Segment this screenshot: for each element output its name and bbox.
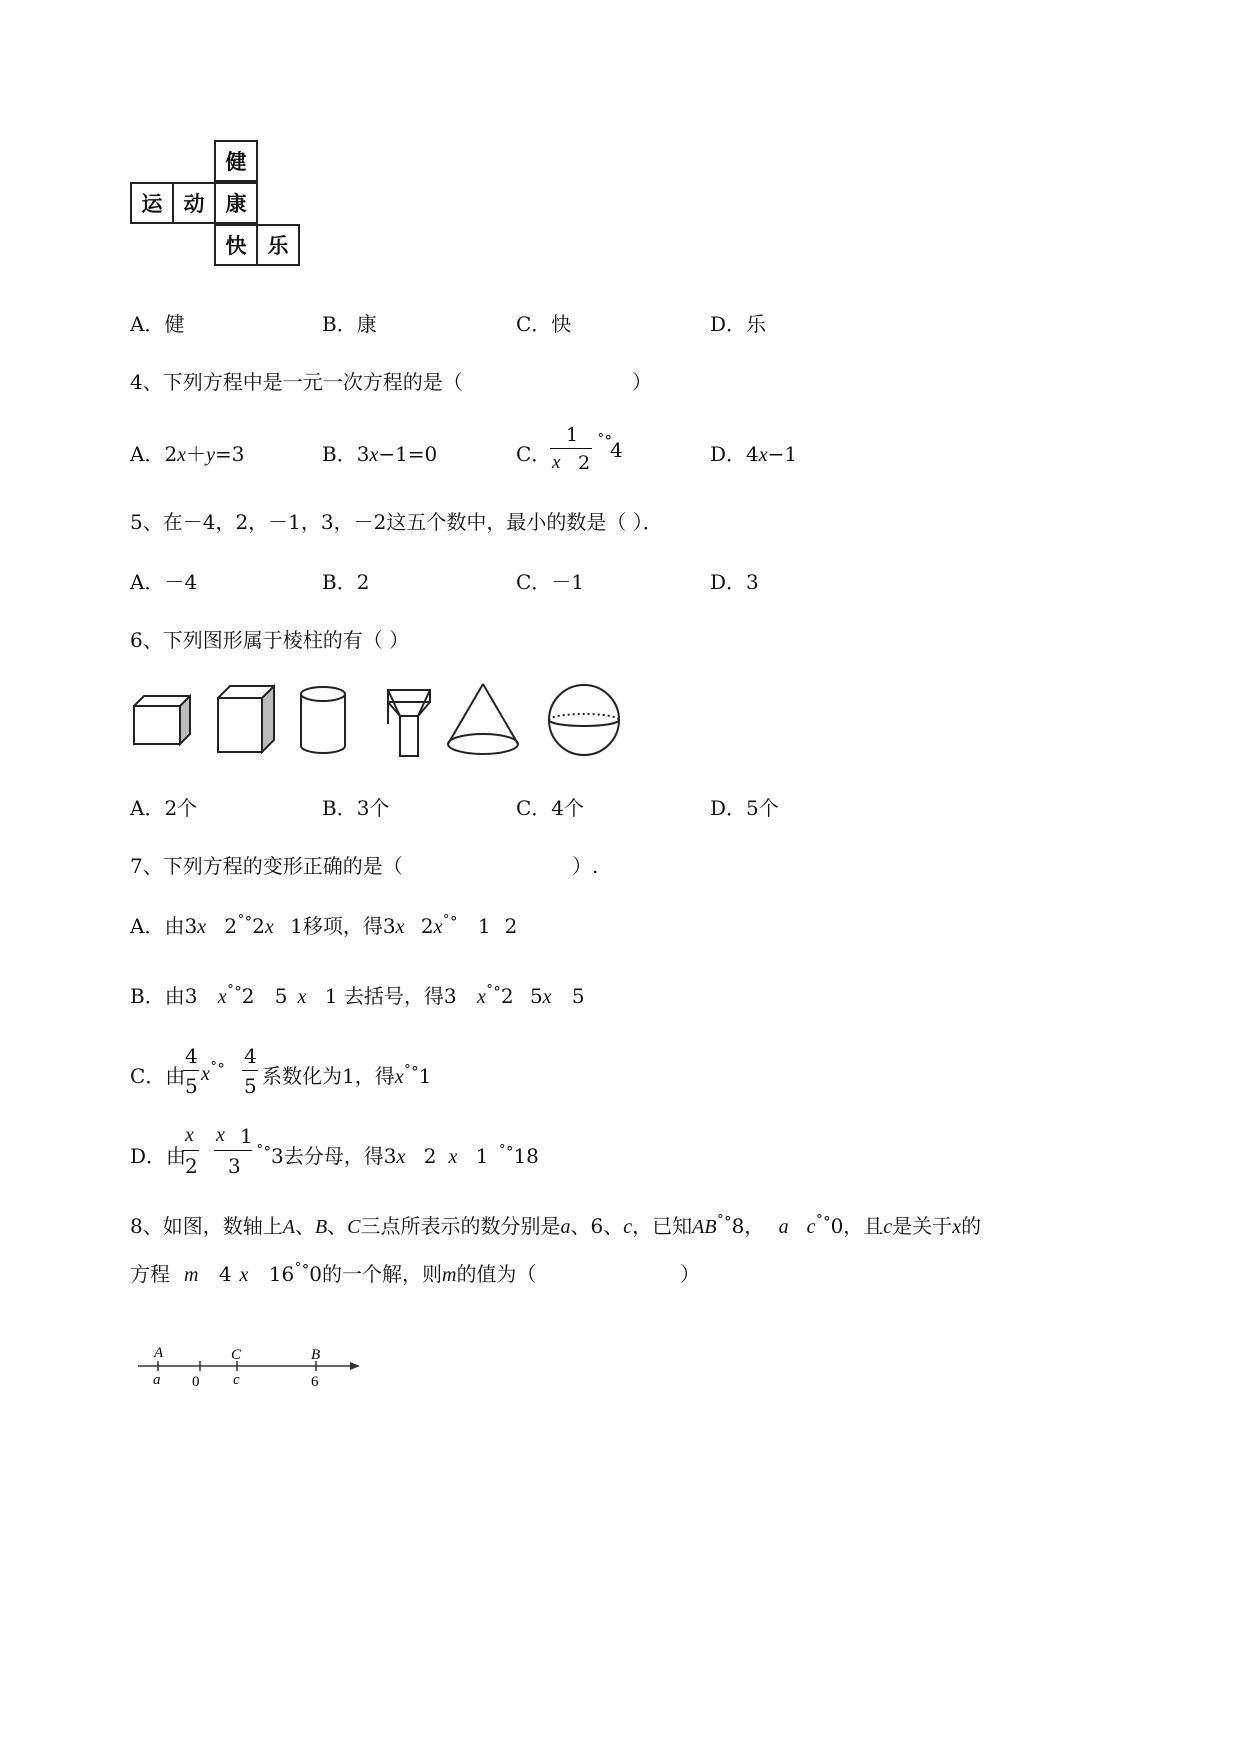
q5-option-d: D．3 [710,570,759,594]
q7-option-a: A．由3x 2˚°2x 1移项，得3x 2x˚° 1 2 [130,913,518,938]
q4-option-a: A．2x＋y=3 [130,442,245,466]
q3-option-a: A．健 [130,312,185,336]
q4-option-c-tail: 4 [610,438,623,462]
tick-c-label: c [233,1372,240,1388]
point-b-label: B [311,1347,321,1363]
q7-option-c-prefix: C．由 [130,1064,186,1088]
sphere-shape [549,685,619,755]
cube-shape [218,686,274,752]
point-a-label: A [154,1345,164,1361]
q5-option-a: A．－4 [130,570,198,594]
net-cell-top: 健 [214,140,258,182]
q7-stem: 7、下列方程的变形正确的是（ [130,854,403,878]
q8-line2-close: ） [680,1262,700,1286]
q6-option-c: C．4个 [516,796,585,820]
q4-option-c-fraction: 1 x 2 [552,424,591,474]
cube-net-figure [130,140,302,270]
q7-stem-close: ）. [572,854,599,878]
q3-option-b: B．康 [322,312,377,336]
q7-option-c-tail: 系数化为1，得x˚°1 [262,1063,432,1088]
q3-option-d: D．乐 [710,312,767,336]
q8-line2: 方程 m 4 x 16˚°0的一个解，则m的值为（ [130,1261,537,1286]
net-cell-center-left: 动 [172,182,216,224]
tick-6-label: 6 [311,1374,319,1390]
q6-option-d: D．5个 [710,796,779,820]
cylinder-shape [301,687,345,753]
q4-option-c: C． [516,442,552,466]
q7-option-d-prefix: D．由 [130,1144,187,1168]
frustum-prism-shape [388,690,430,756]
point-c-label: C [231,1347,242,1363]
q4-option-c-mark: ˚° [597,432,612,450]
q7-option-d-tail: ˚°3去分母，得3x 2 x 1 ˚°18 [256,1143,539,1168]
q7-option-b: B．由3 x˚°2 5 x 1 去括号，得3 x˚°2 5x 5 [130,983,585,1008]
q6-option-a: A．2个 [130,796,198,820]
q7-option-c-frac2: 4 5 [244,1044,257,1098]
q4-stem-close: ） [632,370,652,394]
q3-option-c: C．快 [516,312,572,336]
cuboid-shape [134,696,190,744]
solids-figure [130,680,630,760]
net-cell-bottom: 快 [214,224,258,266]
q5-option-b: B．2 [322,570,370,594]
q7-option-d-frac2: x 1 3 [216,1124,253,1178]
q7-option-c-frac1: 4 5 [185,1044,198,1098]
cone-shape [448,684,518,754]
q6-stem: 6、下列图形属于棱柱的有（ ） [130,628,410,652]
net-cell-center: 康 [214,182,258,224]
net-cell-bottom-right: 乐 [256,224,300,266]
net-cell-left: 运 [130,182,174,224]
q5-stem: 5、在－4，2，－1，3，－2这五个数中，最小的数是（ ）． [130,510,663,534]
q5-option-c: C．－1 [516,570,585,594]
q7-option-c-x: x˚° [201,1060,225,1085]
tick-0-label: 0 [192,1374,200,1390]
q8-line1: 8、如图，数轴上A、B、C三点所表示的数分别是a、6、c，已知AB˚°8， a c˚°0，且c是关于x的 [130,1213,982,1238]
q7-option-d-frac1: x 2 [185,1124,198,1178]
tick-a-label: a [153,1372,161,1388]
number-line-figure [130,1340,370,1390]
q6-option-b: B．3个 [322,796,390,820]
q4-stem: 4、下列方程中是一元一次方程的是（ [130,370,463,394]
q4-option-d: D．4x−1 [710,442,798,466]
q4-option-b: B．3x−1=0 [322,442,438,466]
